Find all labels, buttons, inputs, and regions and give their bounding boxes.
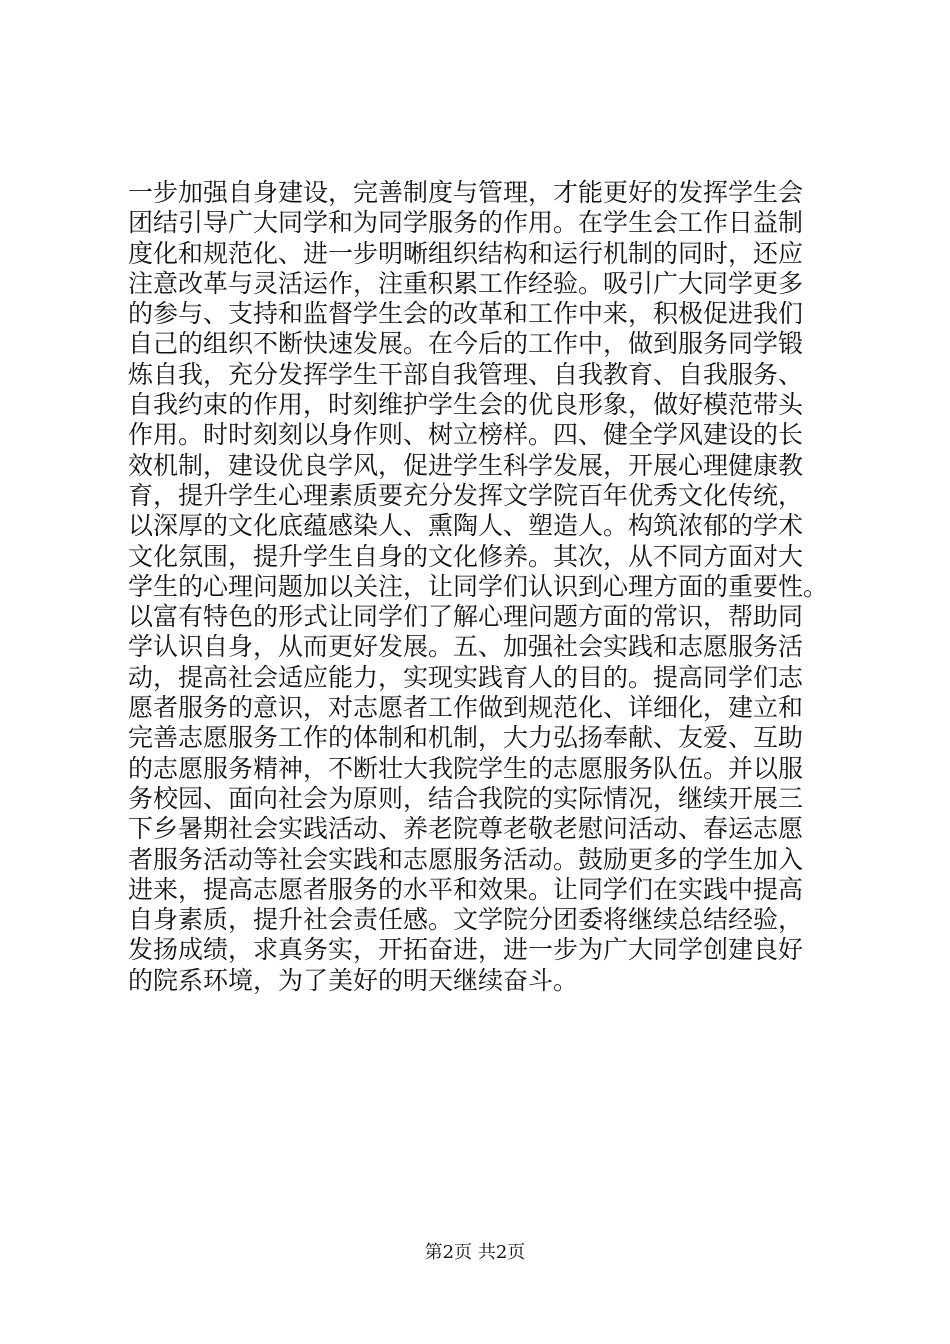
text-line: 自我约束的作用，时刻维护学生会的优良形象，做好模范带头 (128, 390, 804, 420)
text-line: 动，提高社会适应能力，实现实践育人的目的。提高同学们志 (128, 662, 804, 692)
text-line: 效机制，建设优良学风，促进学生科学发展，开展心理健康教 (128, 450, 804, 480)
text-line: 一步加强自身建设，完善制度与管理，才能更好的发挥学生会 (128, 178, 804, 207)
page-number-footer: 第2页 共2页 (424, 1242, 526, 1263)
text-line: 进来，提高志愿者服务的水平和效果。让同学们在实践中提高 (128, 874, 804, 904)
text-line: 务校园、面向社会为原则，结合我院的实际情况，继续开展三 (128, 783, 804, 813)
text-line: 度化和规范化、进一步明晰组织结构和运行机制的同时，还应 (128, 238, 804, 268)
text-line: 的志愿服务精神，不断壮大我院学生的志愿服务队伍。并以服 (128, 753, 804, 783)
text-line: 学认识自身，从而更好发展。五、加强社会实践和志愿服务活 (128, 632, 804, 662)
text-line: 的院系环境，为了美好的明天继续奋斗。 (128, 965, 579, 995)
text-line: 完善志愿服务工作的体制和机制，大力弘扬奉献、友爱、互助 (128, 723, 804, 753)
text-line: 学生的心理问题加以关注，让同学们认识到心理方面的重要性。 (128, 571, 829, 601)
text-line: 作用。时时刻刻以身作则、树立榜样。四、健全学风建设的长 (128, 420, 804, 450)
text-line: 的参与、支持和监督学生会的改革和工作中来，积极促进我们 (128, 299, 804, 329)
text-line: 自身素质，提升社会责任感。文学院分团委将继续总结经验， (128, 905, 804, 935)
text-line: 愿者服务的意识，对志愿者工作做到规范化、详细化，建立和 (128, 693, 804, 723)
text-line: 发扬成绩，求真务实，开拓奋进，进一步为广大同学创建良好 (128, 935, 804, 965)
text-line: 炼自我，充分发挥学生干部自我管理、自我教育、自我服务、 (128, 359, 804, 389)
text-line: 下乡暑期社会实践活动、养老院尊老敬老慰问活动、春运志愿 (128, 814, 804, 844)
text-line: 以富有特色的形式让同学们了解心理问题方面的常识，帮助同 (128, 602, 804, 632)
text-line: 自己的组织不断快速发展。在今后的工作中，做到服务同学锻 (128, 329, 804, 359)
text-line: 以深厚的文化底蕴感染人、熏陶人、塑造人。构筑浓郁的学术 (128, 511, 804, 541)
text-line: 团结引导广大同学和为同学服务的作用。在学生会工作日益制 (128, 208, 804, 238)
text-line: 文化氛围，提升学生自身的文化修养。其次，从不同方面对大 (128, 541, 804, 571)
text-line: 注意改革与灵活运作，注重积累工作经验。吸引广大同学更多 (128, 268, 804, 298)
body-paragraph (128, 178, 838, 996)
text-line: 育，提升学生心理素质要充分发挥文学院百年优秀文化传统， (128, 480, 804, 510)
text-line: 者服务活动等社会实践和志愿服务活动。鼓励更多的学生加入 (128, 844, 804, 874)
